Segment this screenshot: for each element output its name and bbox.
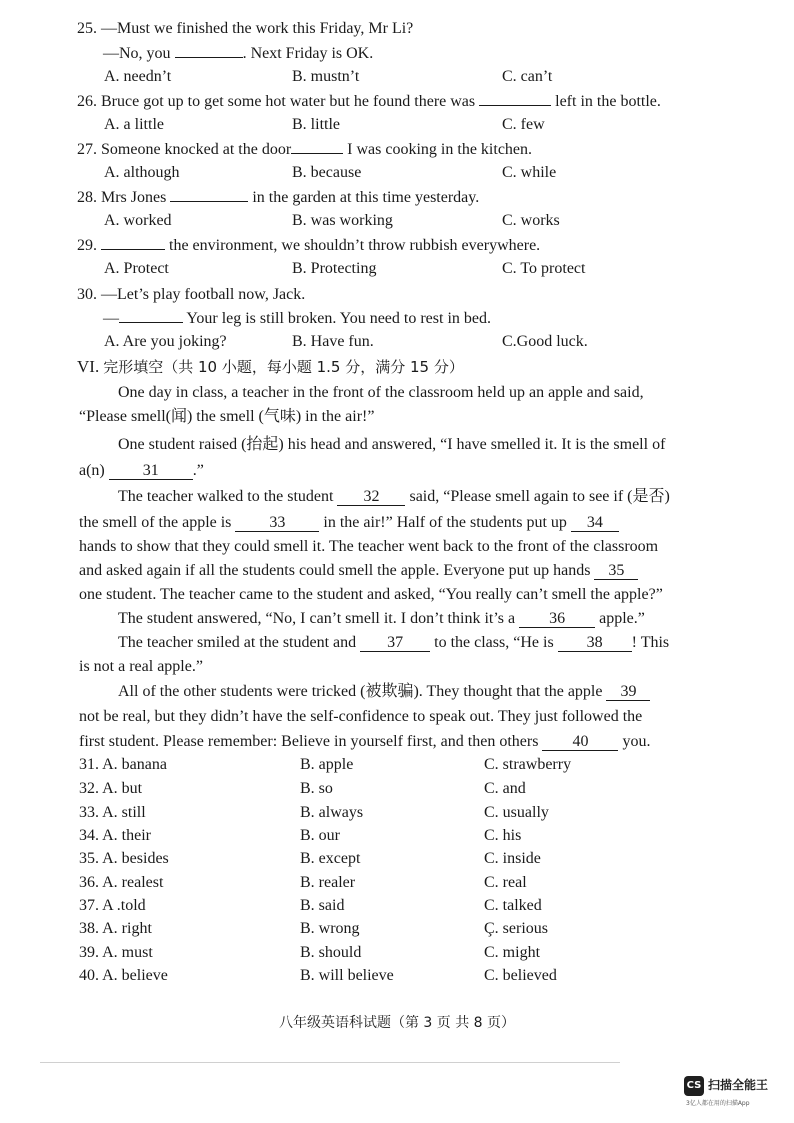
q30-option-a: A. Are you joking? [104, 333, 227, 350]
passage-text: in the air!” Half of the students put up [323, 514, 567, 531]
passage-line [118, 486, 778, 508]
blank-37: 37 [360, 634, 430, 652]
q28-pre: 28. Mrs Jones [77, 189, 167, 206]
q26-option-a: A. a little [104, 116, 164, 133]
option-a: 35. A. besides [79, 850, 169, 867]
passage-text: The teacher walked to the student [118, 488, 334, 505]
q27-post: I was cooking in the kitchen. [347, 141, 533, 158]
passage-text: first student. Please remember: Believe in yourself first, and then others [79, 733, 539, 750]
q25-option-a: A. needn’t [104, 68, 172, 85]
q26-pre: 26. Bruce got up to get some hot water but he found there was [77, 93, 476, 110]
q26-post: left in the bottle. [555, 93, 661, 110]
answer-blank [170, 186, 248, 202]
option-a: 32. A. but [79, 780, 143, 797]
option-c: C. and [484, 780, 526, 797]
answer-blank [175, 42, 243, 58]
blank-32: 32 [337, 488, 405, 506]
option-c: C. talked [484, 897, 542, 914]
blank-38: 38 [558, 634, 632, 652]
q30-reply-post: Your leg is still broken. You need to rest in bed. [186, 310, 491, 327]
option-b: B. realer [300, 874, 356, 891]
answer-blank [119, 307, 183, 323]
q25-reply-pre: —No, you [103, 45, 171, 62]
passage-line [79, 460, 739, 482]
q28-post: in the garden at this time yesterday. [252, 189, 480, 206]
q28-stem [77, 186, 737, 209]
passage-text: a(n) [79, 462, 105, 479]
option-a: 36. A. realest [79, 874, 164, 891]
q30-reply-pre: — [103, 310, 119, 327]
option-b: B. apple [300, 756, 354, 773]
option-b: B. our [300, 827, 340, 844]
q30-reply [103, 307, 763, 330]
option-a: 40. A. believe [79, 967, 168, 984]
option-b: B. said [300, 897, 345, 914]
blank-40: 40 [542, 733, 618, 751]
q29-post: the environment, we shouldn’t throw rubbish everywhere. [169, 237, 541, 254]
q26-stem [77, 90, 737, 113]
option-c: C. real [484, 874, 527, 891]
blank-35: 35 [594, 562, 638, 580]
option-c: C. inside [484, 850, 541, 867]
option-a: 33. A. still [79, 804, 146, 821]
option-a: 37. A .told [79, 897, 146, 914]
answer-blank [101, 234, 165, 250]
option-a: 39. A. must [79, 944, 153, 961]
q27-stem [77, 138, 737, 161]
passage-line: one student. The teacher came to the student and asked, “You really can’t smell the apple?” [79, 586, 663, 603]
option-b: B. always [300, 804, 364, 821]
passage-line: not be real, but they didn’t have the self-confidence to speak out. They just followed the [79, 708, 643, 725]
q27-pre: 27. Someone knocked at the door [77, 141, 292, 158]
q28-option-a: A. worked [104, 212, 172, 229]
option-a: 31. A. banana [79, 756, 167, 773]
camscanner-logo-icon: CS [684, 1076, 704, 1096]
passage-line [118, 608, 778, 630]
q27-option-c: C. while [502, 164, 557, 181]
q28-option-b: B. was working [292, 212, 393, 229]
q25-reply-post: . Next Friday is OK. [242, 45, 374, 62]
blank-39: 39 [606, 683, 650, 701]
q27-option-b: B. because [292, 164, 362, 181]
option-c: C. his [484, 827, 522, 844]
option-b: B. wrong [300, 920, 360, 937]
passage-line [79, 560, 739, 582]
section-title: 完形填空（共 10 小题，每小题 1.5 分，满分 15 分） [103, 358, 464, 376]
page-footer: 八年级英语科试题（第 3 页 共 8 页） [278, 1015, 516, 1031]
q29-option-c: C. To protect [502, 260, 586, 277]
passage-text: ! This [631, 634, 670, 651]
option-c: Ç. serious [484, 920, 548, 937]
q26-option-b: B. little [292, 116, 340, 133]
option-a: 34. A. their [79, 827, 151, 844]
q30-option-b: B. Have fun. [292, 333, 374, 350]
q26-option-c: C. few [502, 116, 545, 133]
passage-line: hands to show that they could smell it. The teacher went back to the front of the classroom [79, 538, 659, 555]
q25-option-c: C. can’t [502, 68, 553, 85]
passage-text: apple.” [599, 610, 645, 627]
passage-text: .” [192, 462, 204, 479]
q27-option-a: A. although [104, 164, 180, 181]
option-b: B. will believe [300, 967, 394, 984]
passage-line: is not a real apple.” [79, 658, 203, 675]
passage-text: The student answered, “No, I can’t smell it. I don’t think it’s a [118, 610, 516, 627]
q25-reply [103, 42, 763, 65]
passage-text: The teacher smiled at the student and [118, 634, 357, 651]
option-b: B. so [300, 780, 333, 797]
q30-stem: 30. —Let’s play football now, Jack. [77, 286, 306, 303]
divider [40, 1062, 620, 1063]
passage-text: and asked again if all the students could smell the apple. Everyone put up hands [79, 562, 591, 579]
blank-33: 33 [235, 514, 319, 532]
blank-36: 36 [519, 610, 595, 628]
option-a: 38. A. right [79, 920, 152, 937]
section-number: VI. [77, 357, 100, 376]
passage-line [79, 731, 739, 753]
answer-blank [291, 138, 343, 154]
passage-text: said, “Please smell again to see if (是否) [409, 488, 670, 505]
option-c: C. might [484, 944, 541, 961]
passage-text: All of the other students were tricked (被欺骗). They thought that the apple [118, 683, 603, 700]
q28-option-c: C. works [502, 212, 560, 229]
passage-line [118, 681, 778, 703]
q30-option-c: C.Good luck. [502, 333, 588, 350]
passage-line [118, 632, 778, 654]
q25-stem: 25. —Must we finished the work this Friday, Mr Li? [77, 20, 414, 37]
option-c: C. strawberry [484, 756, 572, 773]
q25-option-b: B. mustn’t [292, 68, 360, 85]
passage-text: you. [622, 733, 651, 750]
q29-stem [77, 234, 737, 257]
q29-option-a: A. Protect [104, 260, 169, 277]
q29-option-b: B. Protecting [292, 260, 377, 277]
passage-line [79, 512, 739, 534]
passage-text: the smell of the apple is [79, 514, 232, 531]
option-c: C. believed [484, 967, 557, 984]
answer-blank [479, 90, 551, 106]
option-c: C. usually [484, 804, 549, 821]
blank-34: 34 [571, 514, 619, 532]
option-b: B. should [300, 944, 362, 961]
passage-line: “Please smell(闻) the smell (气味) in the air!” [79, 408, 375, 425]
passage-line: One student raised (抬起) his head and answered, “I have smelled it. It is the smell of [118, 436, 666, 453]
scanner-tagline: 3亿人都在用的扫描App [686, 1100, 750, 1107]
scanner-app-name: 扫描全能王 [708, 1078, 769, 1092]
section-heading [77, 356, 737, 379]
passage-text: to the class, “He is [434, 634, 554, 651]
blank-31: 31 [109, 462, 193, 480]
q29-pre: 29. [77, 237, 97, 254]
option-b: B. except [300, 850, 361, 867]
passage-line: One day in class, a teacher in the front of the classroom held up an apple and said, [118, 384, 644, 401]
